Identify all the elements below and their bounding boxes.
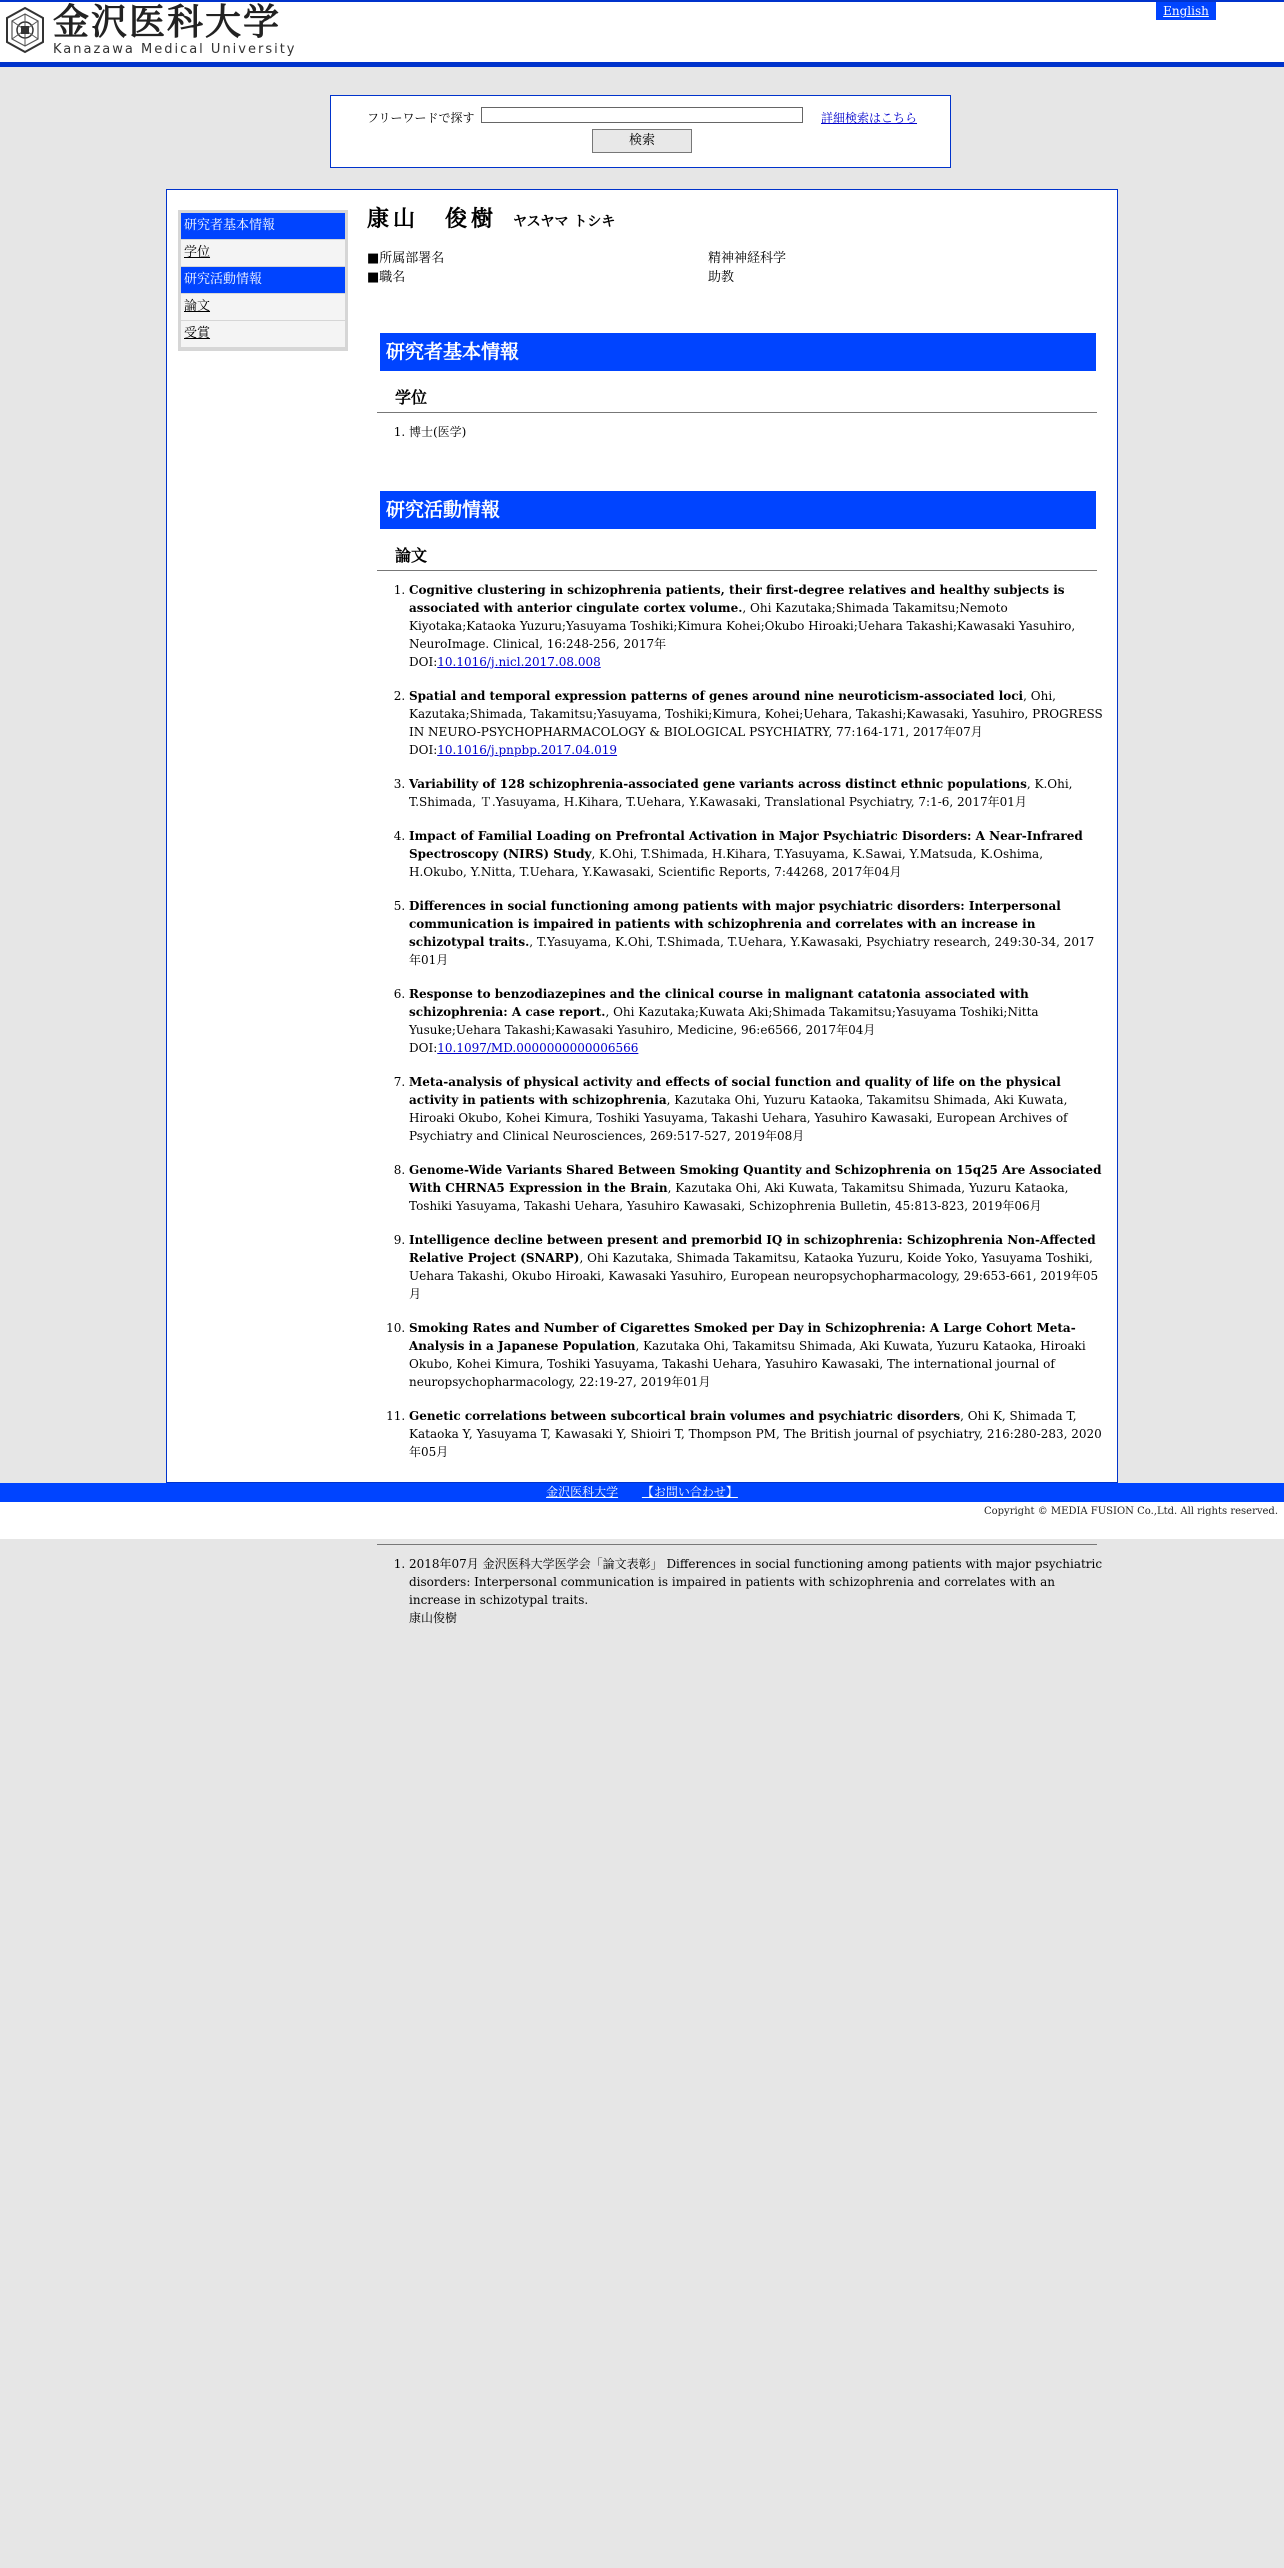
- doi-label: DOI:: [409, 655, 438, 669]
- paper-title: Differences in social functioning among patients with major psychiatric disorders: Interpersonal communication is impaired in patients with schizophrenia and correlates with an increase in schizotypal traits.: [409, 899, 1061, 949]
- search-button[interactable]: 検索: [592, 129, 692, 153]
- papers-heading: 論文: [377, 529, 1097, 571]
- awards-list: [367, 1555, 1104, 1627]
- paper-item: [409, 1319, 1104, 1391]
- paper-citation: , Ohi K, Shimada T, Kataoka Y, Yasuyama T, Kawasaki Y, Shioiri T, Thompson PM, The British journal of psychiatry, 216:280-283, 2020年05月: [409, 1409, 1102, 1459]
- paper-title: Genome-Wide Variants Shared Between Smoking Quantity and Schizophrenia on 15q25 Are Associated With CHRNA5 Expression in the Brain: [409, 1163, 1102, 1195]
- footer-contact-link[interactable]: 【お問い合わせ】: [641, 1485, 738, 1499]
- paper-citation: , Ohi Kazutaka;Kuwata Aki;Shimada Takamitsu;Yasuyama Toshiki;Nitta Yusuke;Uehara Takashi;Kawasaki Yasuhiro, Medicine, 96:e6566, 2017年04月: [409, 1005, 1039, 1037]
- english-link[interactable]: English: [1156, 2, 1216, 20]
- paper-citation: , T.Yasuyama, K.Ohi, T.Shimada, T.Uehara, Y.Kawasaki, Psychiatry research, 249:30-34, 2017年01月: [409, 935, 1095, 967]
- advanced-search-link[interactable]: 詳細検索はこちら: [821, 111, 918, 125]
- paper-citation: , K.Ohi, T.Shimada, H.Kihara, T.Yasuyama, K.Sawai, Y.Matsuda, K.Oshima, H.Okubo, Y.Nitta, T.Uehara, Y.Kawasaki, Scientific Reports, 7:44268, 2017年04月: [409, 847, 1044, 879]
- dept-label: ■所属部署名: [367, 251, 445, 266]
- degree-list: [367, 423, 1104, 441]
- papers-list: [367, 581, 1104, 1461]
- person-name: 康山 俊樹: [367, 206, 498, 232]
- paper-title: Response to benzodiazepines and the clinical course in malignant catatonia associated with schizophrenia: A case report.: [409, 987, 1029, 1019]
- paper-citation: , K.Ohi, T.Shimada, Ｔ.Yasuyama, H.Kihara, T.Uehara, Y.Kawasaki, Translational Psychiatry, 7:1-6, 2017年01月: [409, 777, 1073, 809]
- doi-label: DOI:: [409, 743, 438, 757]
- info-row-dept: [367, 247, 1087, 266]
- logo-japanese-text: 金沢医科大学: [53, 1, 282, 43]
- paper-citation: , Kazutaka Ohi, Takamitsu Shimada, Aki Kuwata, Yuzuru Kataoka, Hiroaki Okubo, Kohei Kimura, Toshiki Yasuyama, Takashi Uehara, Yasuhiro Kawasaki, The international journal of neuropsychopharmacology, 22:19-27, 2019年01月: [409, 1339, 1086, 1389]
- info-row-title: [367, 266, 1087, 285]
- paper-item: [409, 775, 1104, 811]
- sidebar-item-basic-info[interactable]: 研究者基本情報: [181, 213, 345, 239]
- doi-link[interactable]: 10.1016/j.nicl.2017.08.008: [437, 655, 601, 669]
- paper-item: [409, 1161, 1104, 1215]
- list-item: 1. 博士(医学): [409, 423, 1104, 441]
- section-activity-info-header: 研究活動情報: [380, 491, 1096, 529]
- paper-citation: , Ohi Kazutaka;Shimada Takamitsu;Nemoto Kiyotaka;Kataoka Yuzuru;Yasuyama Toshiki;Kimura Kohei;Okubo Hiroaki;Uehara Takashi;Kawasaki Yasuhiro, NeuroImage. Clinical, 16:248-256, 2017年: [409, 601, 1076, 651]
- footer-university-link[interactable]: 金沢医科大学: [546, 1485, 619, 1499]
- sidebar-item-papers[interactable]: 論文: [181, 294, 345, 320]
- sidebar-nav: [178, 210, 348, 351]
- paper-item: [409, 581, 1104, 671]
- title-label: ■職名: [367, 270, 406, 285]
- degree-heading: 学位: [377, 371, 1097, 413]
- award-text: 2018年07月 金沢医科大学医学会「論文表彰」 Differences in social functioning among patients with major psychiatric disorders: Interpersonal communication is impaired in patients with schizophrenia and correlates with an increase in schizotypal traits.: [409, 1557, 1103, 1607]
- doi-link[interactable]: 10.1016/j.pnpbp.2017.04.019: [437, 743, 618, 757]
- dept-value: 精神神経科学: [708, 251, 787, 266]
- footer-bar: [0, 1483, 1284, 1502]
- award-recipient: 康山俊樹: [409, 1611, 458, 1625]
- search-input[interactable]: [481, 107, 803, 123]
- paper-citation: , Kazutaka Ohi, Aki Kuwata, Takamitsu Shimada, Yuzuru Kataoka, Toshiki Yasuyama, Takashi Uehara, Yasuhiro Kawasaki, Schizophrenia Bulletin, 45:813-823, 2019年06月: [409, 1181, 1069, 1213]
- paper-item: [409, 897, 1104, 969]
- university-emblem-icon: [3, 6, 47, 54]
- paper-title: Intelligence decline between present and premorbid IQ in schizophrenia: Schizophrenia Non-Affected Relative Project (SNARP): [409, 1233, 1096, 1265]
- site-header: [0, 0, 1284, 67]
- paper-citation: , Kazutaka Ohi, Yuzuru Kataoka, Takamitsu Shimada, Aki Kuwata, Hiroaki Okubo, Kohei Kimura, Toshiki Yasuyama, Takashi Uehara, Yasuhiro Kawasaki, European Archives of Psychiatry and Clinical Neurosciences, 269:517-527, 2019年08月: [409, 1093, 1068, 1143]
- paper-citation: , Ohi, Kazutaka;Shimada, Takamitsu;Yasuyama, Toshiki;Kimura, Kohei;Uehara, Takashi;Kawasaki, Yasuhiro, PROGRESS IN NEURO-PSYCHOPHARMACOLOGY & BIOLOGICAL PSYCHIATRY, 77:164-171, 2017年07月: [409, 689, 1103, 739]
- paper-title: Variability of 128 schizophrenia-associated gene variants across distinct ethnic populations: [409, 777, 1027, 791]
- doi-label: DOI:: [409, 1041, 438, 1055]
- paper-citation: , Ohi Kazutaka, Shimada Takamitsu, Kataoka Yuzuru, Koide Yoko, Yasuyama Toshiki, Uehara Takashi, Okubo Hiroaki, Kawasaki Yasuhiro, European neuropsychopharmacology, 29:653-661, 2019年05月: [409, 1251, 1099, 1301]
- copyright-text: Copyright © MEDIA FUSION Co.,Ltd. All rights reserved.: [0, 1502, 1284, 1539]
- paper-item: [409, 985, 1104, 1057]
- paper-title: Smoking Rates and Number of Cigarettes Smoked per Day in Schizophrenia: A Large Cohort Meta-Analysis in a Japanese Population: [409, 1321, 1076, 1353]
- list-item: [409, 1555, 1104, 1627]
- paper-title: Spatial and temporal expression patterns of genes around nine neuroticism-associated loci: [409, 689, 1024, 703]
- doi-line: [409, 655, 601, 669]
- search-panel: [330, 95, 951, 168]
- name-row: [367, 202, 1087, 233]
- title-value: 助教: [708, 270, 735, 285]
- sidebar-item-degree[interactable]: 学位: [181, 240, 345, 266]
- doi-line: [409, 1041, 638, 1055]
- paper-title: Meta-analysis of physical activity and effects of social function and quality of life on the physical activity in patients with schizophrenia: [409, 1075, 1061, 1107]
- paper-item: [409, 1073, 1104, 1145]
- profile-content: [367, 202, 1103, 1643]
- paper-title: Impact of Familial Loading on Prefrontal Activation in Major Psychiatric Disorders: A Near-Infrared Spectroscopy (NIRS) Study: [409, 829, 1083, 861]
- sidebar-item-activity-info[interactable]: 研究活動情報: [181, 267, 345, 293]
- doi-link[interactable]: 10.1097/MD.0000000000006566: [437, 1041, 639, 1055]
- info-table: [367, 247, 1087, 285]
- paper-item: [409, 687, 1104, 759]
- search-label: フリーワードで探す: [367, 111, 475, 125]
- paper-item: [409, 827, 1104, 881]
- paper-title: Genetic correlations between subcortical brain volumes and psychiatric disorders: [409, 1409, 961, 1423]
- paper-title: Cognitive clustering in schizophrenia patients, their first-degree relatives and healthy subjects is associated with anterior cingulate cortex volume.: [409, 583, 1065, 615]
- university-logo[interactable]: [3, 1, 297, 57]
- person-kana: ヤスヤマ トシキ: [513, 214, 616, 230]
- paper-item: [409, 1231, 1104, 1303]
- section-basic-info-header: 研究者基本情報: [380, 333, 1096, 371]
- paper-item: [409, 1407, 1104, 1461]
- doi-line: [409, 743, 617, 757]
- sidebar-item-awards[interactable]: 受賞: [181, 321, 345, 347]
- logo-english-text: Kanazawa Medical University: [53, 42, 297, 57]
